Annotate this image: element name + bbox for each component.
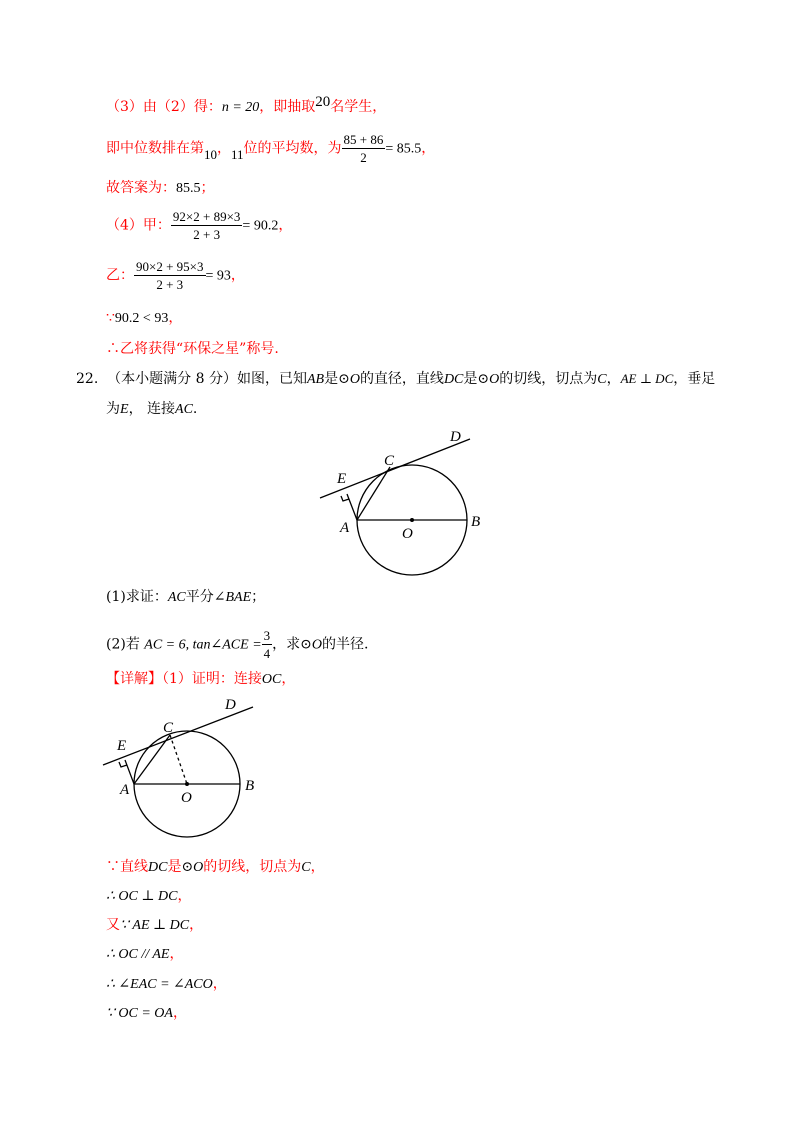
part3-line: （3）由（2）得：n = 20，即抽取20名学生，: [106, 94, 387, 115]
sub2-line: (2)若 AC = 6, tan∠ACE = $\frac{3}{4}$ ，求⊙O的半径.: [106, 628, 369, 661]
label-e-2: E: [117, 738, 127, 754]
median-fraction: $\frac{85 + 86}{2}$: [343, 132, 384, 165]
label-c-2: C: [163, 720, 174, 736]
sub1-line: (1)求证：AC平分∠BAE；: [106, 589, 266, 605]
segment-ac: [357, 467, 390, 520]
jia-fraction: $\frac{92\times 2 + 89\times 3}{2 + 3}$: [172, 209, 241, 242]
label-d: D: [450, 429, 461, 445]
segment-ae-2: [125, 760, 134, 784]
conclusion-line: ∴乙将获得“环保之星”称号.: [106, 341, 279, 357]
answer3-line: 故答案为：85.5；: [106, 180, 215, 196]
detail-line: 【详解】（1）证明：连接OC，: [106, 671, 296, 687]
label-o-2: O: [181, 790, 192, 806]
compare-line: ∵90.2 < 93，: [106, 310, 183, 326]
tan-fraction: $\frac{3}{4}$: [263, 628, 271, 661]
segment-oc-dashed: [170, 735, 187, 784]
label-d-2: D: [225, 697, 236, 713]
median-line: 即中位数排在第10，11位的平均数，为 $\frac{85 + 86}{2}$ = 85.5，: [106, 132, 436, 165]
q22-line2: 为E， 连接AC.: [106, 401, 198, 417]
part4-yi-line: 乙： $\frac{90\times 2 + 95\times 3}{2 + 3}$ = 93，: [106, 259, 245, 292]
label-c: C: [384, 453, 395, 469]
proof-line-2: ∴ OC ⊥ DC，: [106, 888, 192, 904]
label-a: A: [340, 520, 350, 536]
yi-fraction: $\frac{90\times 2 + 95\times 3}{2 + 3}$: [136, 259, 204, 292]
center-dot: [410, 518, 414, 522]
q22-line1: 22. （本小题满分 8 分）如图，已知AB是⊙O的直径，直线DC是⊙O的切线，切点为C，AE ⊥ DC，垂足: [76, 371, 716, 387]
proof-line-3: 又∵ AE ⊥ DC，: [106, 917, 204, 933]
proof-line-1: ∵直线DC是⊙O的切线，切点为C，: [106, 859, 325, 875]
segment-ae: [347, 494, 357, 520]
geometry-figure-1: [300, 420, 520, 590]
tangent-line-dc: [320, 439, 470, 498]
proof-line-6: ∵ OC = OA，: [106, 1005, 187, 1021]
part4-jia-line: （4）甲： $\frac{92\times 2 + 89\times 3}{2 + 3}$ = 90.2，: [106, 209, 293, 242]
label-o: O: [402, 526, 413, 542]
label-a-2: A: [120, 782, 130, 798]
center-dot-2: [185, 782, 189, 786]
label-e: E: [337, 471, 347, 487]
geometry-figure-2: [95, 695, 275, 845]
proof-line-5: ∴ ∠EAC = ∠ACO，: [106, 976, 227, 992]
proof-line-4: ∴ OC // AE，: [106, 946, 184, 962]
label-b-2: B: [245, 778, 255, 794]
tangent-line-dc-2: [103, 707, 253, 765]
label-b: B: [471, 514, 481, 530]
